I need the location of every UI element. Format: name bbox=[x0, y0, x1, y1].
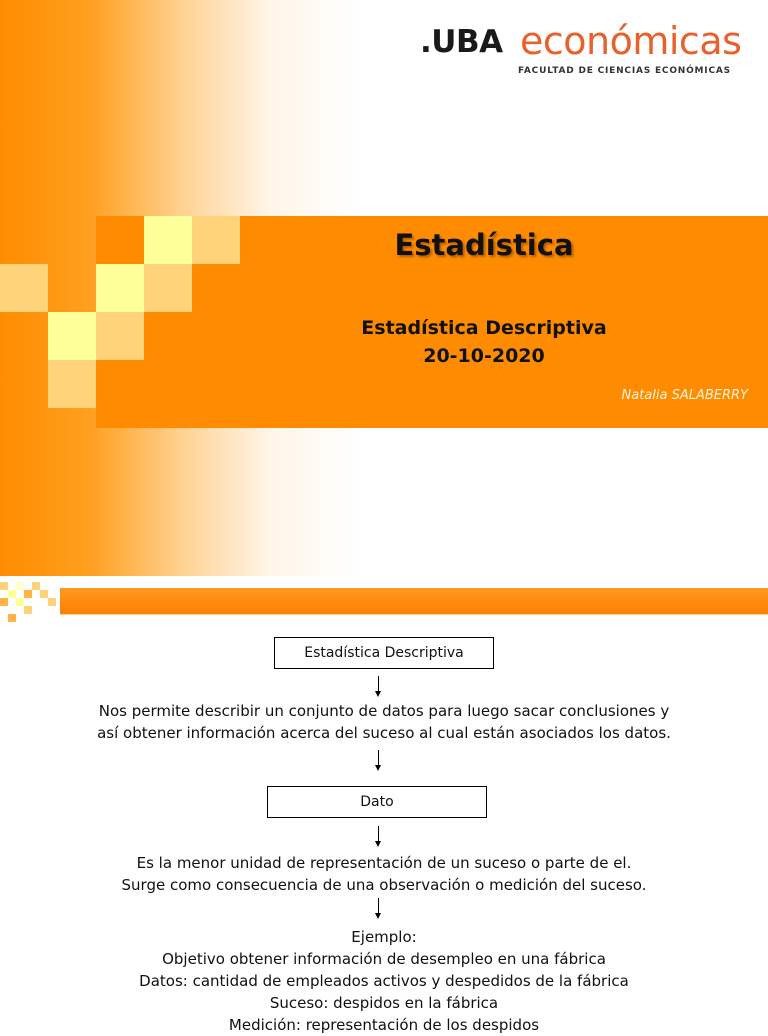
header-bar bbox=[60, 588, 768, 614]
estadistica-descriptiva-box: Estadística Descriptiva bbox=[274, 637, 494, 669]
decor-square bbox=[48, 360, 96, 408]
decor-square bbox=[144, 216, 192, 264]
decor-pixel bbox=[40, 590, 48, 598]
text-line: Datos: cantidad de empleados activos y despedidos de la fábrica bbox=[139, 972, 629, 990]
content-slide bbox=[0, 576, 768, 1034]
decor-square bbox=[144, 264, 192, 312]
slide-date: 20-10-2020 bbox=[423, 345, 545, 367]
down-arrow-icon bbox=[373, 898, 385, 920]
decor-pixel bbox=[8, 590, 16, 598]
decor-square bbox=[48, 312, 96, 360]
dato-description-text bbox=[30, 852, 738, 896]
decor-pixel bbox=[24, 606, 32, 614]
logo-brand-prefix: .UBA bbox=[420, 24, 503, 60]
logo-brand-name: económicas bbox=[520, 19, 742, 63]
text-line: Surge como consecuencia de una observación o medición del suceso. bbox=[121, 876, 647, 894]
decor-square bbox=[0, 264, 48, 312]
down-arrow-icon bbox=[373, 826, 385, 848]
decor-pixel bbox=[48, 598, 56, 606]
logo-tagline: FACULTAD DE CIENCIAS ECONÓMICAS bbox=[518, 66, 731, 76]
text-line: Es la menor unidad de representación de un suceso o parte de el. bbox=[136, 854, 632, 872]
text-line: así obtener información acerca del suceso al cual están asociados los datos. bbox=[97, 724, 671, 742]
decor-pixel bbox=[8, 614, 16, 622]
uba-economicas-logo bbox=[420, 20, 740, 80]
example-heading: Ejemplo: bbox=[351, 928, 417, 946]
decor-pixel bbox=[32, 582, 40, 590]
author-name: Natalia SALABERRY bbox=[621, 388, 748, 403]
decor-pixel bbox=[24, 590, 32, 598]
example-text bbox=[30, 926, 738, 1036]
decor-pixel bbox=[16, 582, 24, 590]
text-line: Medición: representación de los despidos bbox=[228, 1016, 540, 1034]
text-line: Nos permite describir un conjunto de datos para luego sacar conclusiones y bbox=[98, 702, 670, 720]
text-line: Objetivo obtener información de desempleo en una fábrica bbox=[162, 950, 606, 968]
header-bar-line bbox=[60, 614, 768, 615]
decor-square bbox=[96, 264, 144, 312]
slide-subtitle: Estadística Descriptiva bbox=[361, 317, 607, 339]
description-text bbox=[30, 700, 738, 744]
down-arrow-icon bbox=[373, 676, 385, 698]
decor-pixel bbox=[0, 598, 8, 606]
slide-subtitle-block bbox=[200, 314, 768, 370]
dato-box: Dato bbox=[267, 786, 487, 818]
slide-title: Estadística bbox=[394, 228, 574, 262]
text-line: Suceso: despidos en la fábrica bbox=[269, 994, 499, 1012]
down-arrow-icon bbox=[373, 750, 385, 772]
decor-pixel bbox=[16, 598, 24, 606]
decor-square bbox=[96, 312, 144, 360]
decor-pixel bbox=[0, 582, 8, 590]
